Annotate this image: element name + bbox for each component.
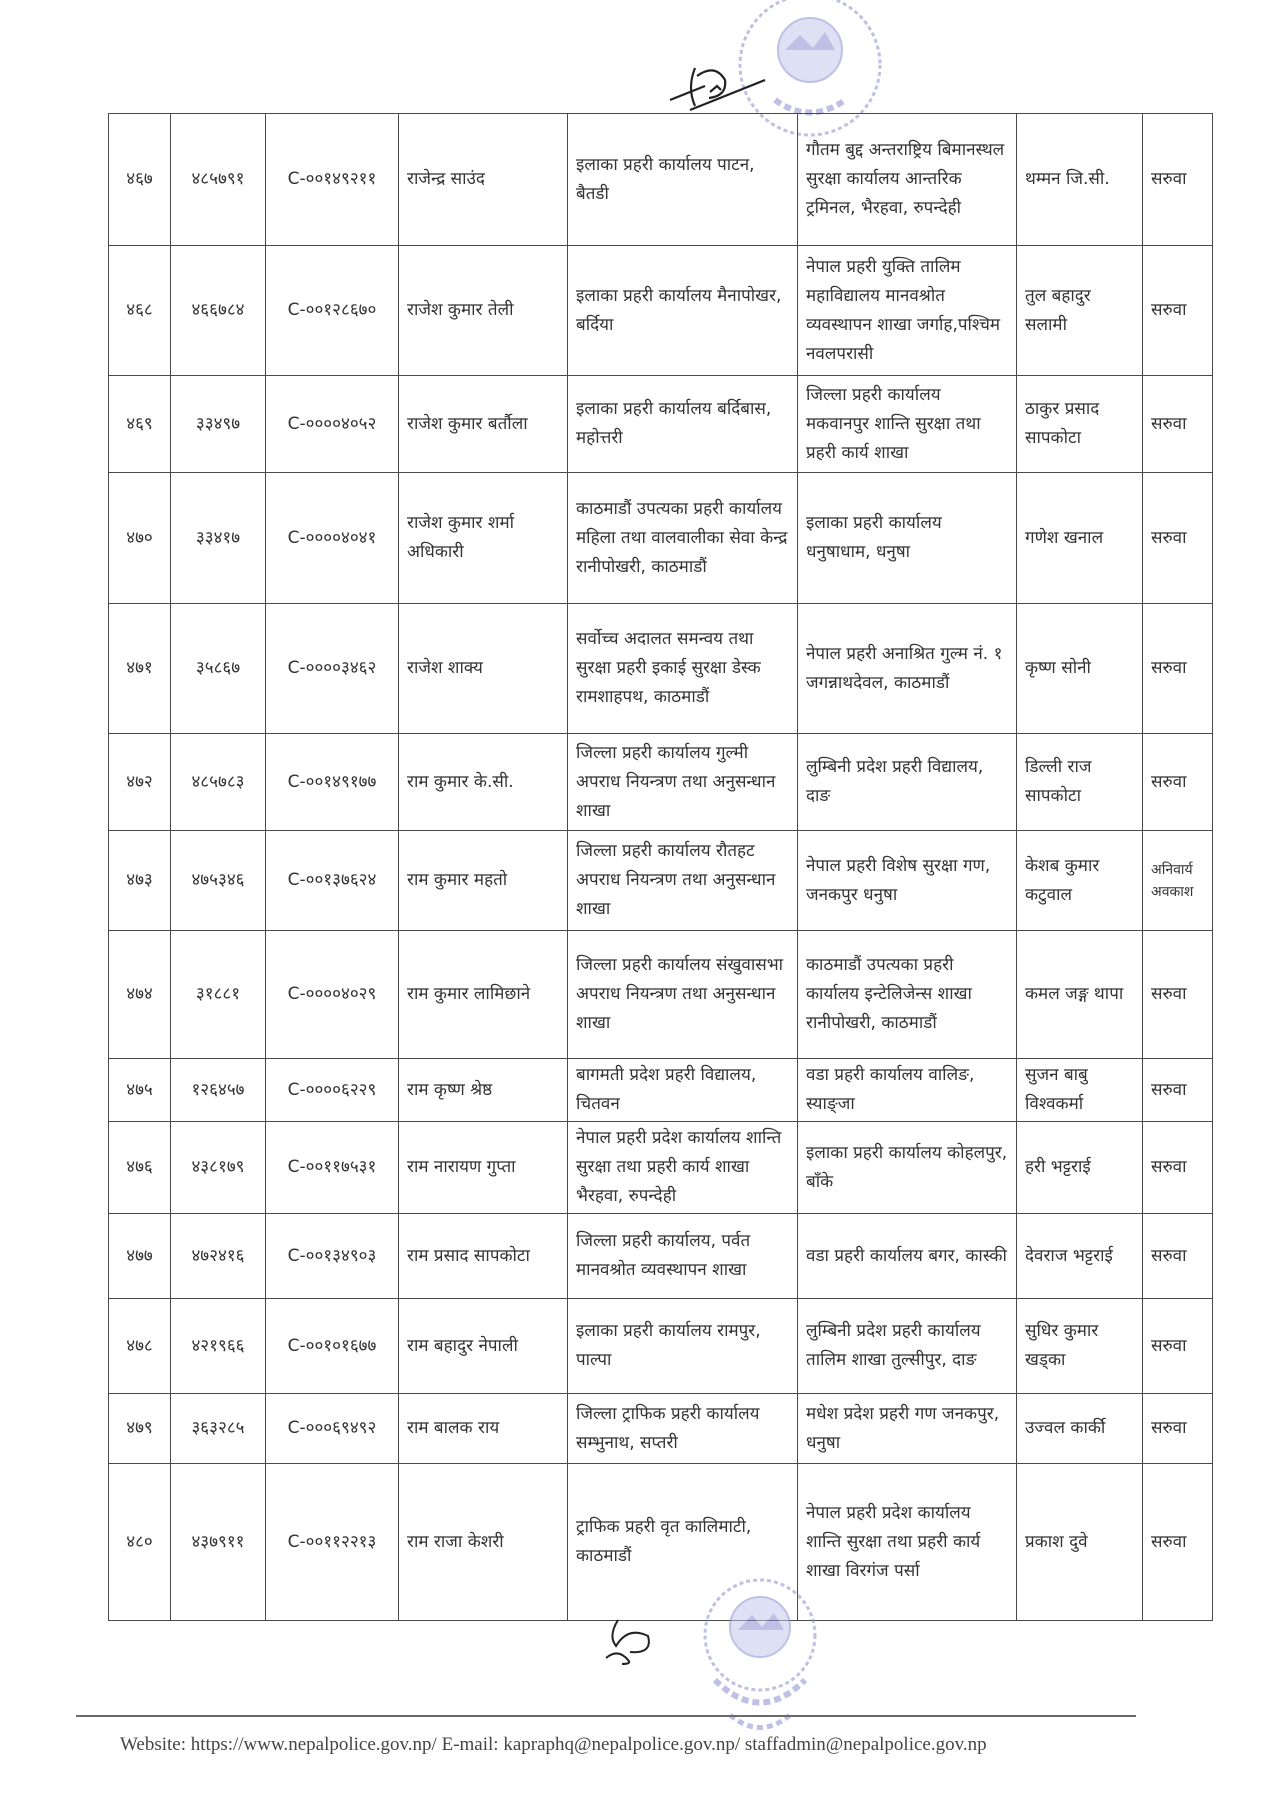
new-office-cell: वडा प्रहरी कार्यालय बगर, कास्की xyxy=(798,1214,1017,1299)
current-office-cell: जिल्ला प्रहरी कार्यालय रौतहट अपराध नियन्त्रण तथा अनुसन्धान शाखा xyxy=(568,831,798,931)
new-office-cell: लुम्बिनी प्रदेश प्रहरी कार्यालय तालिम शाखा तुल्सीपुर, दाङ xyxy=(798,1299,1017,1394)
remark-cell: सरुवा xyxy=(1143,1299,1213,1394)
serial-number-cell: ४८० xyxy=(109,1464,171,1621)
replacement-name-cell: कृष्ण सोनी xyxy=(1017,604,1143,734)
employee-code-cell: C-००००४०२९ xyxy=(266,931,399,1059)
official-stamp-bottom xyxy=(690,1575,830,1745)
employee-name-cell: राम कुमार महतो xyxy=(399,831,568,931)
replacement-name-cell: हरी भट्टराई xyxy=(1017,1122,1143,1214)
current-office-cell: इलाका प्रहरी कार्यालय मैनापोखर, बर्दिया xyxy=(568,246,798,376)
current-office-cell: जिल्ला प्रहरी कार्यालय संखुवासभा अपराध नियन्त्रण तथा अनुसन्धान शाखा xyxy=(568,931,798,1059)
serial-number-cell: ४७० xyxy=(109,473,171,604)
employee-id-cell: ४७२४१६ xyxy=(171,1214,266,1299)
transfer-table xyxy=(108,113,1213,1621)
replacement-name-cell: डिल्ली राज सापकोटा xyxy=(1017,734,1143,831)
employee-id-cell: ४८५७९१ xyxy=(171,114,266,246)
current-office-cell: नेपाल प्रहरी प्रदेश कार्यालय शान्ति सुरक्षा तथा प्रहरी कार्य शाखा भैरहवा, रुपन्देही xyxy=(568,1122,798,1214)
employee-name-cell: राजेश शाक्य xyxy=(399,604,568,734)
employee-code-cell: C-००१३४९०३ xyxy=(266,1214,399,1299)
employee-code-cell: C-०००६९४९२ xyxy=(266,1394,399,1464)
current-office-cell: काठमाडौं उपत्यका प्रहरी कार्यालय महिला तथा वालवालीका सेवा केन्द्र रानीपोखरी, काठमाडौं xyxy=(568,473,798,604)
new-office-cell: नेपाल प्रहरी प्रदेश कार्यालय शान्ति सुरक्षा तथा प्रहरी कार्य शाखा विरगंज पर्सा xyxy=(798,1464,1017,1621)
serial-number-cell: ४६७ xyxy=(109,114,171,246)
replacement-name-cell: सुधिर कुमार खड्का xyxy=(1017,1299,1143,1394)
serial-number-cell: ४७४ xyxy=(109,931,171,1059)
table-row xyxy=(109,473,1213,604)
employee-code-cell: C-००००३४६२ xyxy=(266,604,399,734)
current-office-cell: इलाका प्रहरी कार्यालय बर्दिबास, महोत्तरी xyxy=(568,376,798,473)
employee-id-cell: ४८५७८३ xyxy=(171,734,266,831)
replacement-name-cell: सुजन बाबु विश्वकर्मा xyxy=(1017,1059,1143,1122)
employee-name-cell: राम बहादुर नेपाली xyxy=(399,1299,568,1394)
serial-number-cell: ४६९ xyxy=(109,376,171,473)
new-office-cell: गौतम बुद्द अन्तराष्ट्रिय बिमानस्थल सुरक्षा कार्यालय आन्तरिक ट्रमिनल, भैरहवा, रुपन्देही xyxy=(798,114,1017,246)
remark-cell: सरुवा xyxy=(1143,1464,1213,1621)
employee-code-cell: C-००११७५३१ xyxy=(266,1122,399,1214)
table-row xyxy=(109,1299,1213,1394)
employee-name-cell: राम कुमार लामिछाने xyxy=(399,931,568,1059)
employee-name-cell: राम बालक राय xyxy=(399,1394,568,1464)
serial-number-cell: ४७७ xyxy=(109,1214,171,1299)
serial-number-cell: ४६८ xyxy=(109,246,171,376)
current-office-cell: ट्राफिक प्रहरी वृत कालिमाटी, काठमाडौं xyxy=(568,1464,798,1621)
replacement-name-cell: देवराज भट्टराई xyxy=(1017,1214,1143,1299)
employee-id-cell: ३३४१७ xyxy=(171,473,266,604)
remark-cell: सरुवा xyxy=(1143,114,1213,246)
serial-number-cell: ४७९ xyxy=(109,1394,171,1464)
table-row xyxy=(109,1394,1213,1464)
current-office-cell: जिल्ला प्रहरी कार्यालय गुल्मी अपराध नियन्त्रण तथा अनुसन्धान शाखा xyxy=(568,734,798,831)
employee-name-cell: राजेश कुमार बर्तौला xyxy=(399,376,568,473)
serial-number-cell: ४७३ xyxy=(109,831,171,931)
employee-id-cell: ४२१९६६ xyxy=(171,1299,266,1394)
employee-id-cell: १२६४५७ xyxy=(171,1059,266,1122)
footer-divider xyxy=(76,1715,1136,1717)
new-office-cell: इलाका प्रहरी कार्यालय धनुषाधाम, धनुषा xyxy=(798,473,1017,604)
remark-cell: सरुवा xyxy=(1143,246,1213,376)
serial-number-cell: ४७६ xyxy=(109,1122,171,1214)
signature-bottom xyxy=(598,1616,673,1666)
new-office-cell: नेपाल प्रहरी युक्ति तालिम महाविद्यालय मानवश्रोत व्यवस्थापन शाखा जर्गाह,पश्चिम नवलपरासी xyxy=(798,246,1017,376)
employee-name-cell: राम नारायण गुप्ता xyxy=(399,1122,568,1214)
current-office-cell: इलाका प्रहरी कार्यालय रामपुर, पाल्पा xyxy=(568,1299,798,1394)
employee-code-cell: C-००१२८६७० xyxy=(266,246,399,376)
remark-cell: सरुवा xyxy=(1143,931,1213,1059)
employee-id-cell: ३५८६७ xyxy=(171,604,266,734)
employee-code-cell: C-००००४०५२ xyxy=(266,376,399,473)
table-row xyxy=(109,114,1213,246)
employee-id-cell: ३६३२८५ xyxy=(171,1394,266,1464)
employee-code-cell: C-००००४०४१ xyxy=(266,473,399,604)
new-office-cell: इलाका प्रहरी कार्यालय कोहलपुर, बाँके xyxy=(798,1122,1017,1214)
new-office-cell: नेपाल प्रहरी विशेष सुरक्षा गण, जनकपुर धनुषा xyxy=(798,831,1017,931)
replacement-name-cell: प्रकाश दुवे xyxy=(1017,1464,1143,1621)
employee-code-cell: C-००००६२२९ xyxy=(266,1059,399,1122)
table-row xyxy=(109,376,1213,473)
current-office-cell: इलाका प्रहरी कार्यालय पाटन, बैतडी xyxy=(568,114,798,246)
serial-number-cell: ४७२ xyxy=(109,734,171,831)
replacement-name-cell: उज्वल कार्की xyxy=(1017,1394,1143,1464)
employee-name-cell: राजेश कुमार शर्मा अधिकारी xyxy=(399,473,568,604)
new-office-cell: वडा प्रहरी कार्यालय वालिङ, स्याङ्जा xyxy=(798,1059,1017,1122)
table-row xyxy=(109,604,1213,734)
footer-contact: Website: https://www.nepalpolice.gov.np/ E-mail: kapraphq@nepalpolice.gov.np/ staffadmin@nepalpolice.gov.np xyxy=(120,1734,987,1755)
employee-id-cell: ४६६७८४ xyxy=(171,246,266,376)
employee-name-cell: राम कुमार के.सी. xyxy=(399,734,568,831)
replacement-name-cell: ठाकुर प्रसाद सापकोटा xyxy=(1017,376,1143,473)
employee-id-cell: ३३४९७ xyxy=(171,376,266,473)
table-row xyxy=(109,931,1213,1059)
employee-id-cell: ४३७९११ xyxy=(171,1464,266,1621)
current-office-cell: सर्वोच्च अदालत समन्वय तथा सुरक्षा प्रहरी इकाई सुरक्षा डेस्क रामशाहपथ, काठमाडौं xyxy=(568,604,798,734)
remark-cell: सरुवा xyxy=(1143,734,1213,831)
employee-code-cell: C-००१४९१७७ xyxy=(266,734,399,831)
employee-code-cell: C-००१४९२११ xyxy=(266,114,399,246)
replacement-name-cell: थम्मन जि.सी. xyxy=(1017,114,1143,246)
new-office-cell: नेपाल प्रहरी अनाश्रित गुल्म नं. १ जगन्नाथदेवल, काठमाडौं xyxy=(798,604,1017,734)
table-row xyxy=(109,1214,1213,1299)
table-row xyxy=(109,1122,1213,1214)
table-row xyxy=(109,1464,1213,1621)
employee-name-cell: राम कृष्ण श्रेष्ठ xyxy=(399,1059,568,1122)
employee-code-cell: C-००११२२१३ xyxy=(266,1464,399,1621)
employee-id-cell: ४७५३४६ xyxy=(171,831,266,931)
employee-code-cell: C-००१०१६७७ xyxy=(266,1299,399,1394)
serial-number-cell: ४७१ xyxy=(109,604,171,734)
employee-id-cell: ४३८१७९ xyxy=(171,1122,266,1214)
employee-name-cell: राम राजा केशरी xyxy=(399,1464,568,1621)
remark-cell: अनिवार्य अवकाश xyxy=(1143,831,1213,931)
stamp-emblem-icon xyxy=(690,1575,830,1745)
remark-cell: सरुवा xyxy=(1143,1059,1213,1122)
remark-cell: सरुवा xyxy=(1143,376,1213,473)
table-row xyxy=(109,246,1213,376)
serial-number-cell: ४७५ xyxy=(109,1059,171,1122)
replacement-name-cell: गणेश खनाल xyxy=(1017,473,1143,604)
remark-cell: सरुवा xyxy=(1143,1122,1213,1214)
remark-cell: सरुवा xyxy=(1143,604,1213,734)
table-row xyxy=(109,734,1213,831)
employee-name-cell: राजेन्द्र साउंद xyxy=(399,114,568,246)
signature-top xyxy=(665,58,770,113)
replacement-name-cell: केशब कुमार कटुवाल xyxy=(1017,831,1143,931)
serial-number-cell: ४७८ xyxy=(109,1299,171,1394)
employee-name-cell: राजेश कुमार तेली xyxy=(399,246,568,376)
new-office-cell: जिल्ला प्रहरी कार्यालय मकवानपुर शान्ति सुरक्षा तथा प्रहरी कार्य शाखा xyxy=(798,376,1017,473)
table-row xyxy=(109,1059,1213,1122)
new-office-cell: लुम्बिनी प्रदेश प्रहरी विद्यालय, दाङ xyxy=(798,734,1017,831)
current-office-cell: जिल्ला प्रहरी कार्यालय, पर्वत मानवश्रोत व्यवस्थापन शाखा xyxy=(568,1214,798,1299)
replacement-name-cell: कमल जङ्ग थापा xyxy=(1017,931,1143,1059)
employee-code-cell: C-००१३७६२४ xyxy=(266,831,399,931)
remark-cell: सरुवा xyxy=(1143,1214,1213,1299)
new-office-cell: मधेश प्रदेश प्रहरी गण जनकपुर, धनुषा xyxy=(798,1394,1017,1464)
table-row xyxy=(109,831,1213,931)
remark-cell: सरुवा xyxy=(1143,1394,1213,1464)
current-office-cell: जिल्ला ट्राफिक प्रहरी कार्यालय सम्भुनाथ, सप्तरी xyxy=(568,1394,798,1464)
current-office-cell: बागमती प्रदेश प्रहरी विद्यालय, चितवन xyxy=(568,1059,798,1122)
replacement-name-cell: तुल बहादुर सलामी xyxy=(1017,246,1143,376)
employee-name-cell: राम प्रसाद सापकोटा xyxy=(399,1214,568,1299)
employee-id-cell: ३१८८१ xyxy=(171,931,266,1059)
remark-cell: सरुवा xyxy=(1143,473,1213,604)
new-office-cell: काठमाडौं उपत्यका प्रहरी कार्यालय इन्टेलिजेन्स शाखा रानीपोखरी, काठमाडौं xyxy=(798,931,1017,1059)
